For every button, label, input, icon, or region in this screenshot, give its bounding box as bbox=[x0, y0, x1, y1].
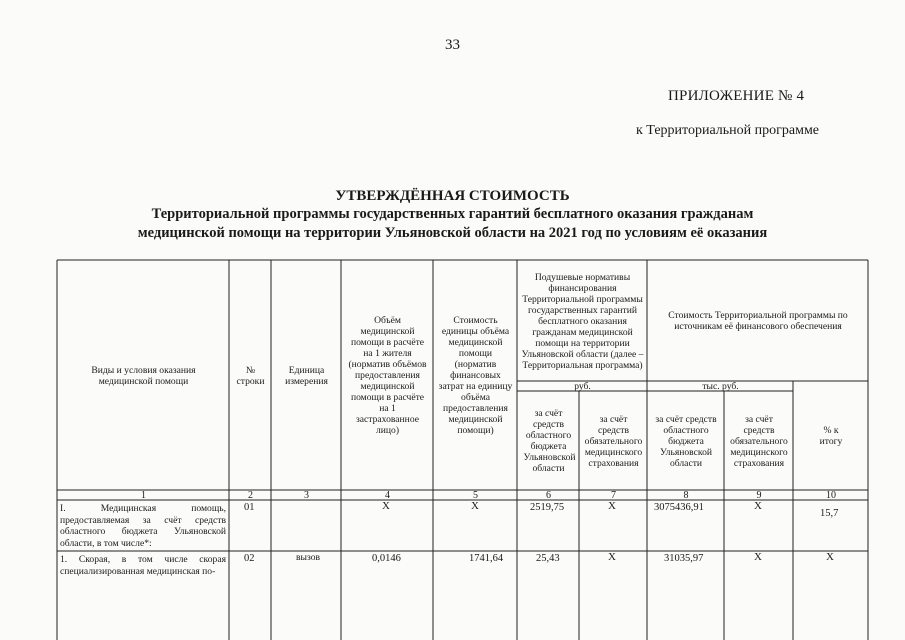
header-total-oms: за счёт средств обязательного медицинского страхования bbox=[730, 413, 788, 469]
row-percent: Х bbox=[826, 551, 834, 563]
appendix-subtitle: к Территориальной программе bbox=[636, 123, 820, 138]
header-row-number: № строки bbox=[236, 364, 265, 387]
row-unit: вызов bbox=[296, 552, 321, 563]
row-volume: Х bbox=[382, 500, 390, 512]
header-percent: % к итогу bbox=[819, 425, 843, 447]
document-subtitle-line-1: Территориальной программы государственных гарантий бесплатного оказания гражданам bbox=[151, 206, 754, 222]
header-per-capita-oms: за счёт средств обязательного медицинского страхования bbox=[584, 413, 643, 469]
column-number: 2 bbox=[248, 490, 253, 501]
header-types: Виды и условия оказания медицинской помощи bbox=[91, 364, 196, 387]
header-by-sources: Стоимость Территориальной программы по источникам её финансового обеспечения bbox=[668, 310, 848, 332]
appendix-title: ПРИЛОЖЕНИЕ № 4 bbox=[668, 88, 805, 104]
document-subtitle-line-2: медицинской помощи на территории Ульяновской области на 2021 год по условиям её оказания bbox=[137, 225, 768, 241]
row-percent: 15,7 bbox=[820, 508, 839, 519]
column-number: 8 bbox=[683, 490, 689, 501]
row-total-oms: Х bbox=[754, 500, 762, 512]
header-per-capita: Подушевые нормативы финансирования Территориальной программы государственных гарантий бесплатного оказания гражданам медицинской помощи на территории Ульяновской области (далее – Территориальная программа) bbox=[521, 271, 644, 371]
row-per-capita-oms: Х bbox=[608, 500, 616, 512]
column-number: 9 bbox=[756, 490, 762, 501]
row-per-capita-oms: Х bbox=[608, 551, 616, 563]
column-number: 6 bbox=[546, 490, 551, 501]
row-name: I. Медицинская помощь, предоставляемая за счёт средств областного бюджета Ульяновской области, в том числе*: bbox=[60, 503, 226, 549]
header-thousand-rub: тыс. руб. bbox=[702, 380, 739, 392]
column-number: 7 bbox=[611, 490, 616, 501]
row-total-oms: Х bbox=[754, 551, 762, 563]
row-total-budget: 3075436,91 bbox=[654, 502, 704, 513]
header-volume: Объём медицинской помощи в расчёте на 1 жителя (норматив объёмов предоставления медицинской помощи в расчёте на 1 застрахованное лицо) bbox=[348, 315, 427, 436]
row-per-capita-budget: 2519,75 bbox=[530, 502, 565, 513]
column-number: 5 bbox=[473, 490, 478, 501]
row-number: 01 bbox=[244, 502, 255, 513]
header-unit-cost: Стоимость единицы объёма медицинской помощи (норматив финансовых затрат на единицу объёма предоставления медицинской помощи) bbox=[438, 315, 513, 436]
column-number: 10 bbox=[826, 490, 836, 501]
row-volume: 0,0146 bbox=[372, 553, 401, 564]
row-per-capita-budget: 25,43 bbox=[536, 553, 560, 564]
header-unit: Единица измерения bbox=[285, 364, 328, 387]
header-rub: руб. bbox=[574, 380, 591, 392]
column-number: 1 bbox=[141, 490, 146, 501]
row-unit-cost: 1741,64 bbox=[469, 553, 504, 564]
row-number: 02 bbox=[244, 553, 255, 564]
column-number: 3 bbox=[304, 490, 309, 501]
header-total-budget: за счёт средств областного бюджета Ульяновской области bbox=[655, 413, 717, 469]
row-total-budget: 31035,97 bbox=[664, 553, 704, 564]
header-per-capita-budget: за счёт средств областного бюджета Ульяновской области bbox=[523, 408, 576, 474]
page-number: 33 bbox=[445, 37, 460, 53]
document-title: УТВЕРЖДЁННАЯ СТОИМОСТЬ bbox=[335, 188, 570, 204]
column-number: 4 bbox=[385, 490, 390, 501]
row-name: 1. Скорая, в том числе скорая специализированная медицинская по- bbox=[60, 554, 226, 577]
row-unit-cost: Х bbox=[471, 500, 479, 512]
